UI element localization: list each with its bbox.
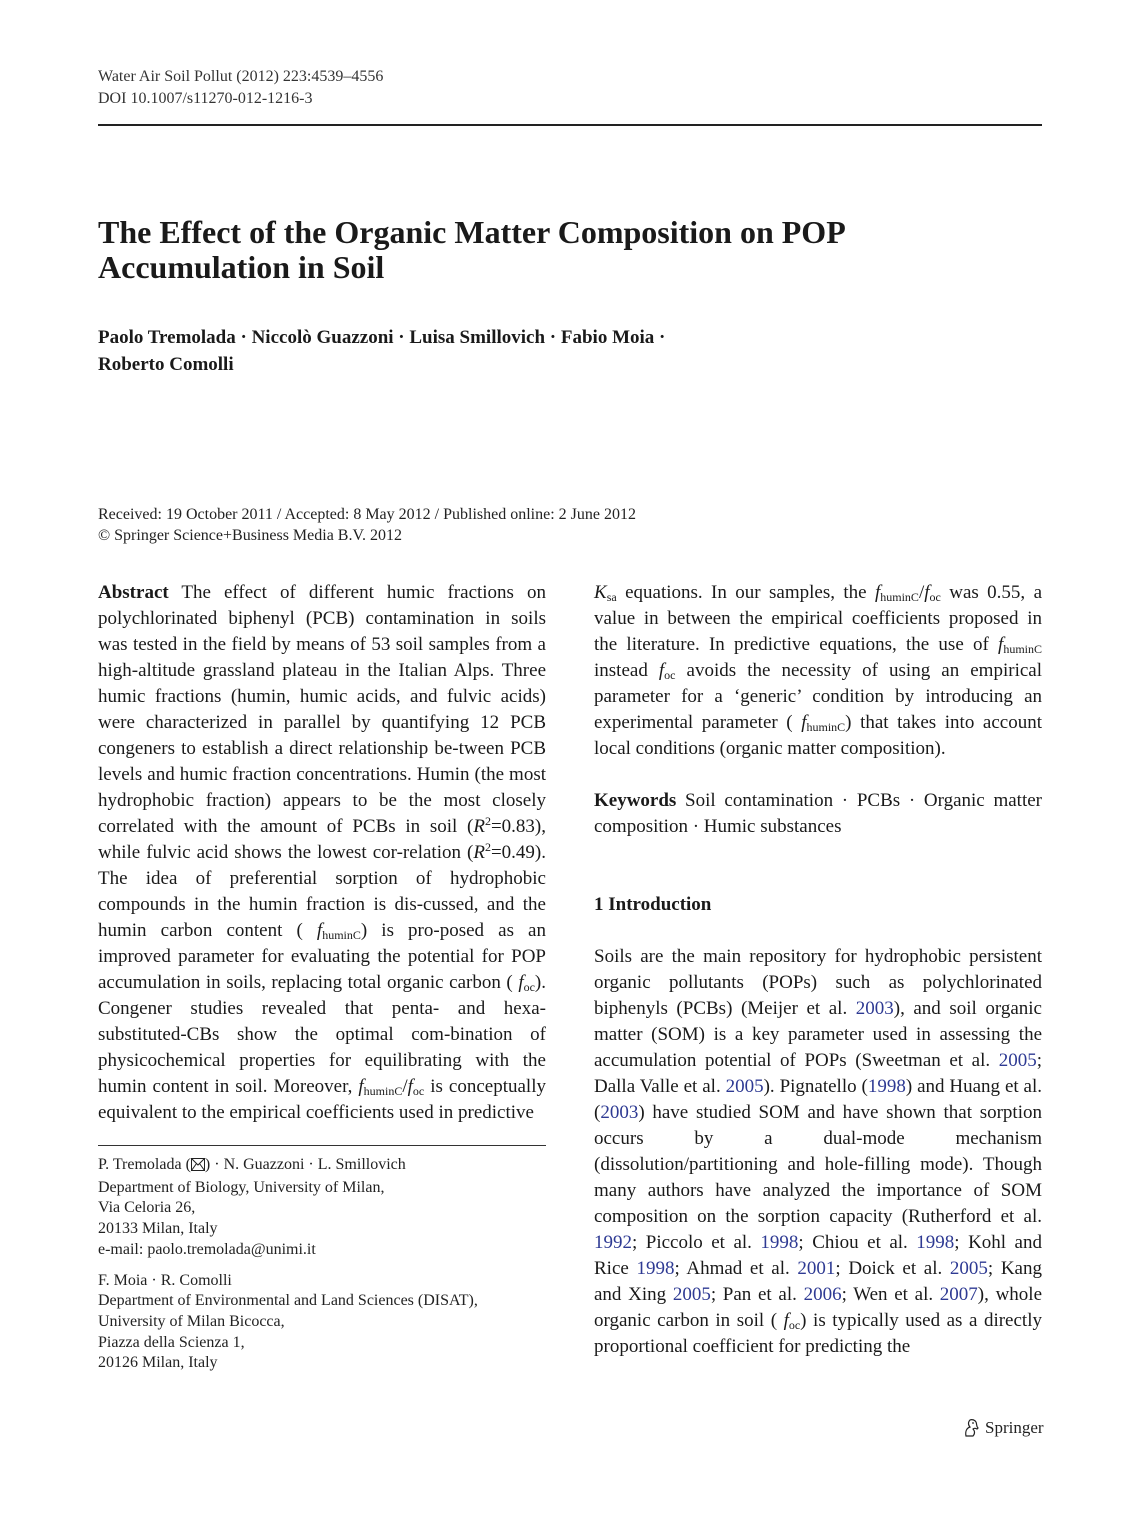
authors-line-1: Paolo Tremolada · Niccolò Guazzoni · Luisa Smillovich · Fabio Moia · (98, 327, 666, 348)
f-symbol: f (658, 660, 665, 681)
subscript: oc (788, 1318, 801, 1332)
abstract-paragraph (98, 580, 546, 1126)
slash: / (918, 582, 925, 603)
subscript: sa (606, 590, 617, 604)
abstract-text: =0.49). The idea of preferential sorption of hydrophobic compounds in the humin fraction is dis-cussed, and the humin carbon content ( (98, 842, 546, 941)
citation-link[interactable]: 2005 (998, 1050, 1037, 1071)
f-symbol: f (358, 1076, 364, 1097)
affiliation-2 (98, 1271, 546, 1375)
affiliation-1 (98, 1155, 546, 1261)
abstract-text: equations. In our samples, the (616, 582, 875, 603)
r-squared-symbol: R (473, 842, 485, 863)
citation-link[interactable]: 1998 (916, 1232, 955, 1253)
affiliation-city: 20126 Milan, Italy (98, 1354, 218, 1372)
f-symbol: f (518, 972, 524, 993)
affiliation-street: Via Celoria 26, (98, 1199, 196, 1217)
f-symbol: f (801, 712, 807, 733)
keywords-paragraph (594, 788, 1042, 840)
subscript: oc (929, 590, 941, 604)
journal-doi: DOI 10.1007/s11270-012-1216-3 (98, 90, 313, 107)
intro-text: ; Kohl and Rice (594, 1232, 1042, 1279)
subscript: huminC (880, 590, 919, 604)
journal-citation: Water Air Soil Pollut (2012) 223:4539–4556 (98, 68, 384, 85)
copyright-notice: © Springer Science+Business Media B.V. 2012 (98, 527, 402, 544)
journal-header (98, 66, 383, 110)
subscript: huminC (1003, 642, 1042, 656)
envelope-icon[interactable] (191, 1157, 205, 1178)
abstract-text: was 0.55, a value in between the empirical coefficients proposed in the literature. In predictive equations, the use of (594, 582, 1043, 655)
springer-logo (962, 1416, 1044, 1440)
affiliation-city: 20133 Milan, Italy (98, 1220, 218, 1238)
abstract-text: The effect of different humic fractions on polychlorinated biphenyl (PCB) contamination in soils was tested in the field by means of 53 soil samples from a high-altitude grassland plateau in the Italian Alps. Three humic fractions (humin, humic acids, and fulvic acids) were characterized in parallel by quantifying 12 PCB congeners to establish a direct relationship be-tween PCB levels and humic fraction concentrations. Humin (the most hydrophobic fraction) appears to be the most closely correlated with the amount of PCBs in soil ( (98, 582, 546, 837)
affiliations (98, 1155, 546, 1384)
right-column (594, 580, 1042, 1360)
keywords-text: Soil contamination · PCBs · Organic matter composition · Humic substances (594, 790, 1042, 837)
title-line-2: Accumulation in Soil (98, 249, 385, 285)
k-symbol: K (594, 582, 607, 603)
citation-link[interactable]: 2006 (803, 1284, 842, 1305)
superscript: 2 (484, 840, 491, 854)
intro-text: ; Pan et al. (710, 1284, 804, 1305)
intro-text: ). Pignatello ( (763, 1076, 868, 1097)
intro-text: ) have studied SOM and have shown that sorption occurs by a dual-mode mechanism (dissolution/partitioning and hole-filling mode). Though many authors have analyzed the importance of SOM composition on the sorption capacity (Rutherford et al. (594, 1102, 1042, 1227)
abstract-text: instead (594, 660, 659, 681)
intro-text: ; Ahmad et al. (674, 1258, 798, 1279)
title-line-1: The Effect of the Organic Matter Composition on POP (98, 214, 846, 250)
keywords-label: Keywords (594, 790, 677, 811)
author-list (98, 324, 798, 378)
subscript: huminC (322, 928, 361, 942)
abstract-text: =0.83), while fulvic acid shows the lowest cor-relation ( (98, 816, 546, 863)
citation-link[interactable]: 2005 (949, 1258, 988, 1279)
abstract-text: avoids the necessity of using an empirical parameter for a ‘generic’ condition by introducing an experimental parameter ( (594, 660, 1042, 733)
f-symbol: f (783, 1310, 789, 1331)
publisher-name: Springer (985, 1418, 1044, 1437)
intro-text: ), whole organic carbon in soil ( (594, 1284, 1043, 1331)
header-rule (98, 124, 1042, 126)
subscript: huminC (363, 1084, 403, 1098)
citation-link[interactable]: 1998 (636, 1258, 675, 1279)
citation-link[interactable]: 1998 (760, 1232, 799, 1253)
citation-link[interactable]: 2007 (939, 1284, 978, 1305)
abstract-label: Abstract (98, 582, 169, 603)
citation-link[interactable]: 2001 (797, 1258, 836, 1279)
citation-link[interactable]: 2005 (672, 1284, 711, 1305)
r-squared-symbol: R (473, 816, 485, 837)
subscript: oc (523, 980, 535, 994)
abstract-continuation (594, 580, 1042, 762)
citation-link[interactable]: 1992 (594, 1232, 632, 1253)
intro-text: ; Piccolo et al. (632, 1232, 761, 1253)
intro-text: ; Doick et al. (835, 1258, 950, 1279)
intro-text: ) and Huang et al. ( (594, 1076, 1043, 1123)
intro-text: ; Dalla Valle et al. (594, 1050, 1042, 1097)
subscript: oc (664, 668, 676, 682)
abstract-text: ). Congener studies revealed that penta- and hexa-substituted-CBs show the optimal com-bination of physicochemical properties for equilibrating with the humin content in soil. Moreover, (98, 972, 546, 1097)
article-title (98, 215, 998, 285)
intro-text: Soils are the main repository for hydrophobic persistent organic pollutants (POPs) such as polychlorinated biphenyls (PCBs) (Meijer et al. (594, 946, 1042, 1019)
f-symbol: f (407, 1076, 413, 1097)
affiliation-street: Piazza della Scienza 1, (98, 1333, 245, 1351)
affiliation-names-pre: P. Tremolada ( (98, 1156, 191, 1173)
abstract-text: ) is pro-posed as an improved parameter for evaluating the potential for POP accumulation in soils, replacing total organic carbon ( (98, 920, 546, 993)
citation-link[interactable]: 2003 (855, 998, 894, 1019)
intro-text: ; Kang and Xing (594, 1258, 1042, 1305)
affiliation-names (98, 1155, 546, 1178)
intro-text: ; Chiou et al. (798, 1232, 917, 1253)
authors-line-2: Roberto Comolli (98, 354, 234, 375)
subscript: oc (412, 1084, 425, 1098)
springer-horse-icon (962, 1418, 980, 1438)
publication-history (98, 504, 636, 546)
intro-text: ; Wen et al. (841, 1284, 940, 1305)
subscript: huminC (806, 720, 846, 734)
affiliation-names: F. Moia · R. Comolli (98, 1271, 232, 1289)
citation-link[interactable]: 1998 (867, 1076, 906, 1097)
history-dates: Received: 19 October 2011 / Accepted: 8 May 2012 / Published online: 2 June 2012 (98, 506, 636, 523)
affiliation-dept: Department of Biology, University of Milan, (98, 1178, 385, 1196)
footnote-rule (98, 1145, 546, 1146)
affiliation-dept: Department of Environmental and Land Sciences (DISAT), (98, 1292, 478, 1310)
superscript: 2 (484, 814, 491, 828)
citation-link[interactable]: 2003 (600, 1102, 639, 1123)
citation-link[interactable]: 2005 (725, 1076, 764, 1097)
introduction-paragraph (594, 944, 1042, 1360)
affiliation-names-post: ) · N. Guazzoni · L. Smillovich (204, 1156, 406, 1173)
affiliation-university: University of Milan Bicocca, (98, 1312, 285, 1330)
section-heading-introduction: 1 Introduction (594, 894, 712, 915)
f-symbol: f (924, 582, 930, 603)
affiliation-email[interactable]: e-mail: paolo.tremolada@unimi.it (98, 1240, 316, 1258)
abstract-text: is conceptually equivalent to the empirical coefficients used in predictive (98, 1076, 546, 1123)
f-symbol: f (316, 920, 323, 941)
f-symbol: f (874, 582, 881, 603)
intro-text: ), and soil organic matter (SOM) is a key parameter used in assessing the accumulation potential of POPs (Sweetman et al. (594, 998, 1042, 1071)
slash: / (402, 1076, 408, 1097)
left-column (98, 580, 546, 1126)
intro-text: ) is typically used as a directly proportional coefficient for predicting the (594, 1310, 1042, 1357)
abstract-text: ) that takes into account local conditions (organic matter composition). (594, 712, 1042, 759)
f-symbol: f (998, 634, 1004, 655)
